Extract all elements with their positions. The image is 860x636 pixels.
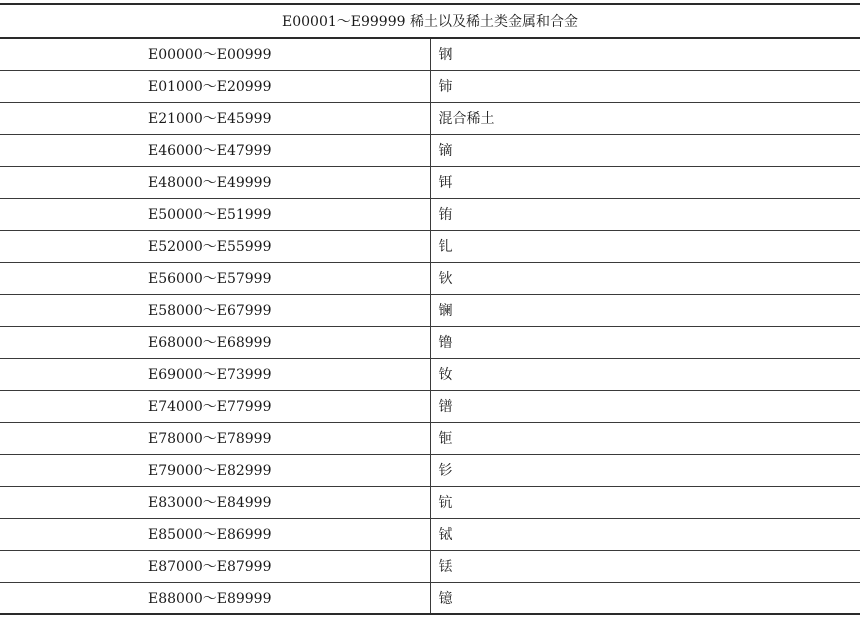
table-row: [0, 454, 860, 486]
code-range-cell: E88000～E89999: [0, 582, 430, 614]
code-range-cell: E00000～E00999: [0, 38, 430, 70]
table-row: [0, 422, 860, 454]
table-row: [0, 134, 860, 166]
code-range-cell: E74000～E77999: [0, 390, 430, 422]
code-range-cell: E52000～E55999: [0, 230, 430, 262]
table-row: [0, 326, 860, 358]
table-row: [0, 262, 860, 294]
code-range-cell: E83000～E84999: [0, 486, 430, 518]
table-row: [0, 518, 860, 550]
table-row: [0, 102, 860, 134]
code-range-cell: E85000～E86999: [0, 518, 430, 550]
table-row: [0, 230, 860, 262]
code-range-cell: E01000～E20999: [0, 70, 430, 102]
element-name-cell: 铒: [430, 166, 860, 198]
table-row: [0, 70, 860, 102]
element-name-cell: 铽: [430, 518, 860, 550]
element-name-cell: 钐: [430, 454, 860, 486]
element-name-cell: 钪: [430, 486, 860, 518]
element-name-cell: 铕: [430, 198, 860, 230]
element-name-cell: 镥: [430, 326, 860, 358]
code-range-cell: E50000～E51999: [0, 198, 430, 230]
code-range-cell: E56000～E57999: [0, 262, 430, 294]
table-row: [0, 486, 860, 518]
code-range-cell: E21000～E45999: [0, 102, 430, 134]
element-name-cell: 钆: [430, 230, 860, 262]
rare-earth-code-table: [0, 3, 860, 615]
element-name-cell: 镱: [430, 582, 860, 614]
code-range-cell: E87000～E87999: [0, 550, 430, 582]
code-range-cell: E78000～E78999: [0, 422, 430, 454]
element-name-cell: 铥: [430, 550, 860, 582]
element-name-cell: 混合稀土: [430, 102, 860, 134]
element-name-cell: 镧: [430, 294, 860, 326]
code-range-cell: E68000～E68999: [0, 326, 430, 358]
table-body: [0, 38, 860, 614]
code-range-cell: E58000～E67999: [0, 294, 430, 326]
element-name-cell: 镝: [430, 134, 860, 166]
table-row: [0, 294, 860, 326]
element-name-cell: 铈: [430, 70, 860, 102]
table-header: E00001～E99999 稀土以及稀土类金属和合金: [0, 4, 860, 38]
table-row: [0, 198, 860, 230]
table-row: [0, 390, 860, 422]
element-name-cell: 钢: [430, 38, 860, 70]
table-row: [0, 38, 860, 70]
code-range-cell: E46000～E47999: [0, 134, 430, 166]
table-row: [0, 166, 860, 198]
table-row: [0, 550, 860, 582]
element-name-cell: 钕: [430, 358, 860, 390]
table-row: [0, 582, 860, 614]
table-row: [0, 358, 860, 390]
element-name-cell: 钬: [430, 262, 860, 294]
element-name-cell: 钷: [430, 422, 860, 454]
code-range-cell: E79000～E82999: [0, 454, 430, 486]
code-range-cell: E48000～E49999: [0, 166, 430, 198]
element-name-cell: 镨: [430, 390, 860, 422]
table-header-row: [0, 4, 860, 38]
code-range-cell: E69000～E73999: [0, 358, 430, 390]
